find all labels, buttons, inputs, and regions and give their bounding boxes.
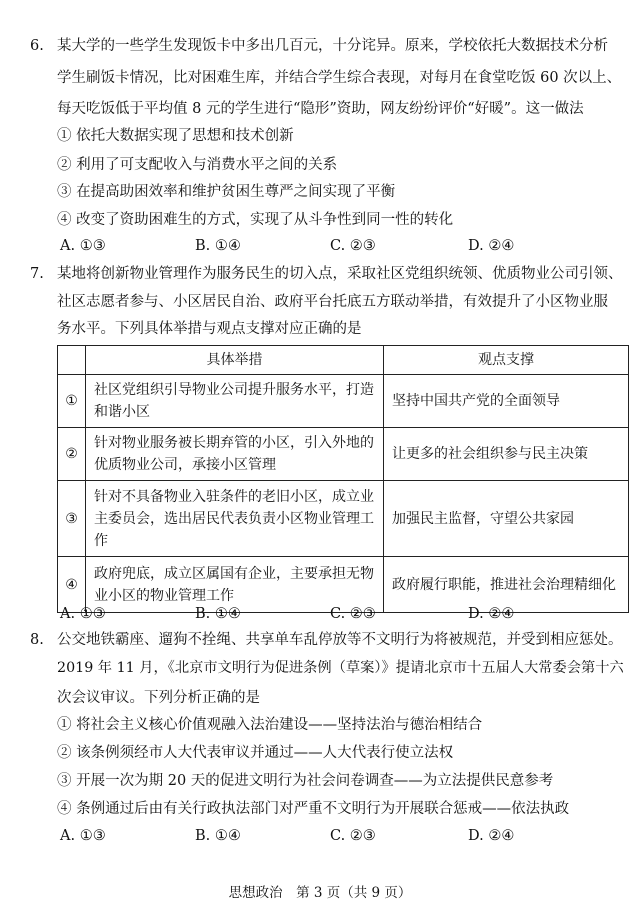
question-stem-line: 学生刷饭卡情况，比对困难生库，并结合学生综合表现，对每月在食堂吃饭 60 次以上、: [57, 70, 622, 86]
row-index: ③: [58, 481, 86, 557]
statement-item: ③ 开展一次为期 20 天的促进文明行为社会问卷调查——为立法提供民意参考: [57, 773, 554, 789]
question-number: 7.: [30, 266, 44, 282]
answer-options: [60, 826, 620, 846]
question-stem-line: 次会议审议。下列分析正确的是: [57, 690, 260, 706]
statement-item: ① 将社会主义核心价值观融入法治建设——坚持法治与德治相结合: [57, 717, 483, 733]
question-stem-line: 每天吃饭低于平均值 8 元的学生进行“隐形”资助，网友纷纷评价“好暖”。这一做法: [57, 101, 584, 117]
option-d[interactable]: D. ②④: [468, 606, 515, 622]
measures-views-table: [57, 345, 629, 613]
answer-options: [60, 236, 620, 256]
option-b[interactable]: B. ①④: [195, 238, 241, 254]
page-footer: 思想政治 第 3 页（共 9 页）: [228, 885, 412, 901]
measure-cell: 政府兜底，成立区属国有企业，主要承担无物业小区的物业管理工作: [86, 557, 384, 613]
table-row: [58, 428, 629, 481]
question-stem-line: 某地将创新物业管理作为服务民生的切入点，采取社区党组织统领、优质物业公司引领、: [57, 266, 623, 282]
view-cell: 让更多的社会组织参与民主决策: [384, 428, 629, 481]
question-stem-line: 社区志愿者参与、小区居民自治、政府平台托底五方联动举措，有效提升了小区物业服: [57, 294, 608, 310]
statement-item: ③ 在提高助困效率和维护贫困生尊严之间实现了平衡: [57, 184, 396, 200]
table-row: [58, 375, 629, 428]
row-index: ②: [58, 428, 86, 481]
option-c[interactable]: C. ②③: [330, 606, 376, 622]
table-header-cell: 具体举措: [86, 346, 384, 375]
option-b[interactable]: B. ①④: [195, 606, 241, 622]
table-row: [58, 481, 629, 557]
option-c[interactable]: C. ②③: [330, 828, 376, 844]
statement-item: ① 依托大数据实现了思想和技术创新: [57, 128, 294, 144]
question-stem-line: 某大学的一些学生发现饭卡中多出几百元，十分诧异。原来，学校依托大数据技术分析: [57, 38, 608, 54]
option-a[interactable]: A. ①③: [60, 606, 106, 622]
question-number: 6.: [30, 38, 44, 54]
answer-options: [60, 604, 620, 624]
table-header-cell: [58, 346, 86, 375]
measure-cell: 针对物业服务被长期弃管的小区，引入外地的优质物业公司，承接小区管理: [86, 428, 384, 481]
option-d[interactable]: D. ②④: [468, 238, 515, 254]
view-cell: 坚持中国共产党的全面领导: [384, 375, 629, 428]
table-header-cell: 观点支撑: [384, 346, 629, 375]
measure-cell: 社区党组织引导物业公司提升服务水平，打造和谐小区: [86, 375, 384, 428]
row-index: ①: [58, 375, 86, 428]
row-index: ④: [58, 557, 86, 613]
option-a[interactable]: A. ①③: [60, 828, 106, 844]
statement-item: ④ 改变了资助困难生的方式，实现了从斗争性到同一性的转化: [57, 212, 454, 228]
view-cell: 政府履行职能，推进社会治理精细化: [384, 557, 629, 613]
option-a[interactable]: A. ①③: [60, 238, 106, 254]
view-cell: 加强民主监督，守望公共家园: [384, 481, 629, 557]
question-number: 8.: [30, 632, 44, 648]
table-header-row: [58, 346, 629, 375]
statement-item: ④ 条例通过后由有关行政执法部门对严重不文明行为开展联合惩戒——依法执政: [57, 801, 570, 817]
question-stem-line: 公交地铁霸座、遛狗不拴绳、共享单车乱停放等不文明行为将被规范，并受到相应惩处。: [57, 632, 623, 648]
option-c[interactable]: C. ②③: [330, 238, 376, 254]
measure-cell: 针对不具备物业入驻条件的老旧小区，成立业主委员会，选出居民代表负责小区物业管理工作: [86, 481, 384, 557]
option-b[interactable]: B. ①④: [195, 828, 241, 844]
statement-item: ② 利用了可支配收入与消费水平之间的关系: [57, 157, 338, 173]
option-d[interactable]: D. ②④: [468, 828, 515, 844]
question-stem-line: 务水平。下列具体举措与观点支撑对应正确的是: [57, 321, 362, 337]
question-stem-line: 2019 年 11 月，《北京市文明行为促进条例（草案）》提请北京市十五届人大常委会第十六: [57, 660, 624, 676]
statement-item: ② 该条例须经市人大代表审议并通过——人大代表行使立法权: [57, 745, 454, 761]
